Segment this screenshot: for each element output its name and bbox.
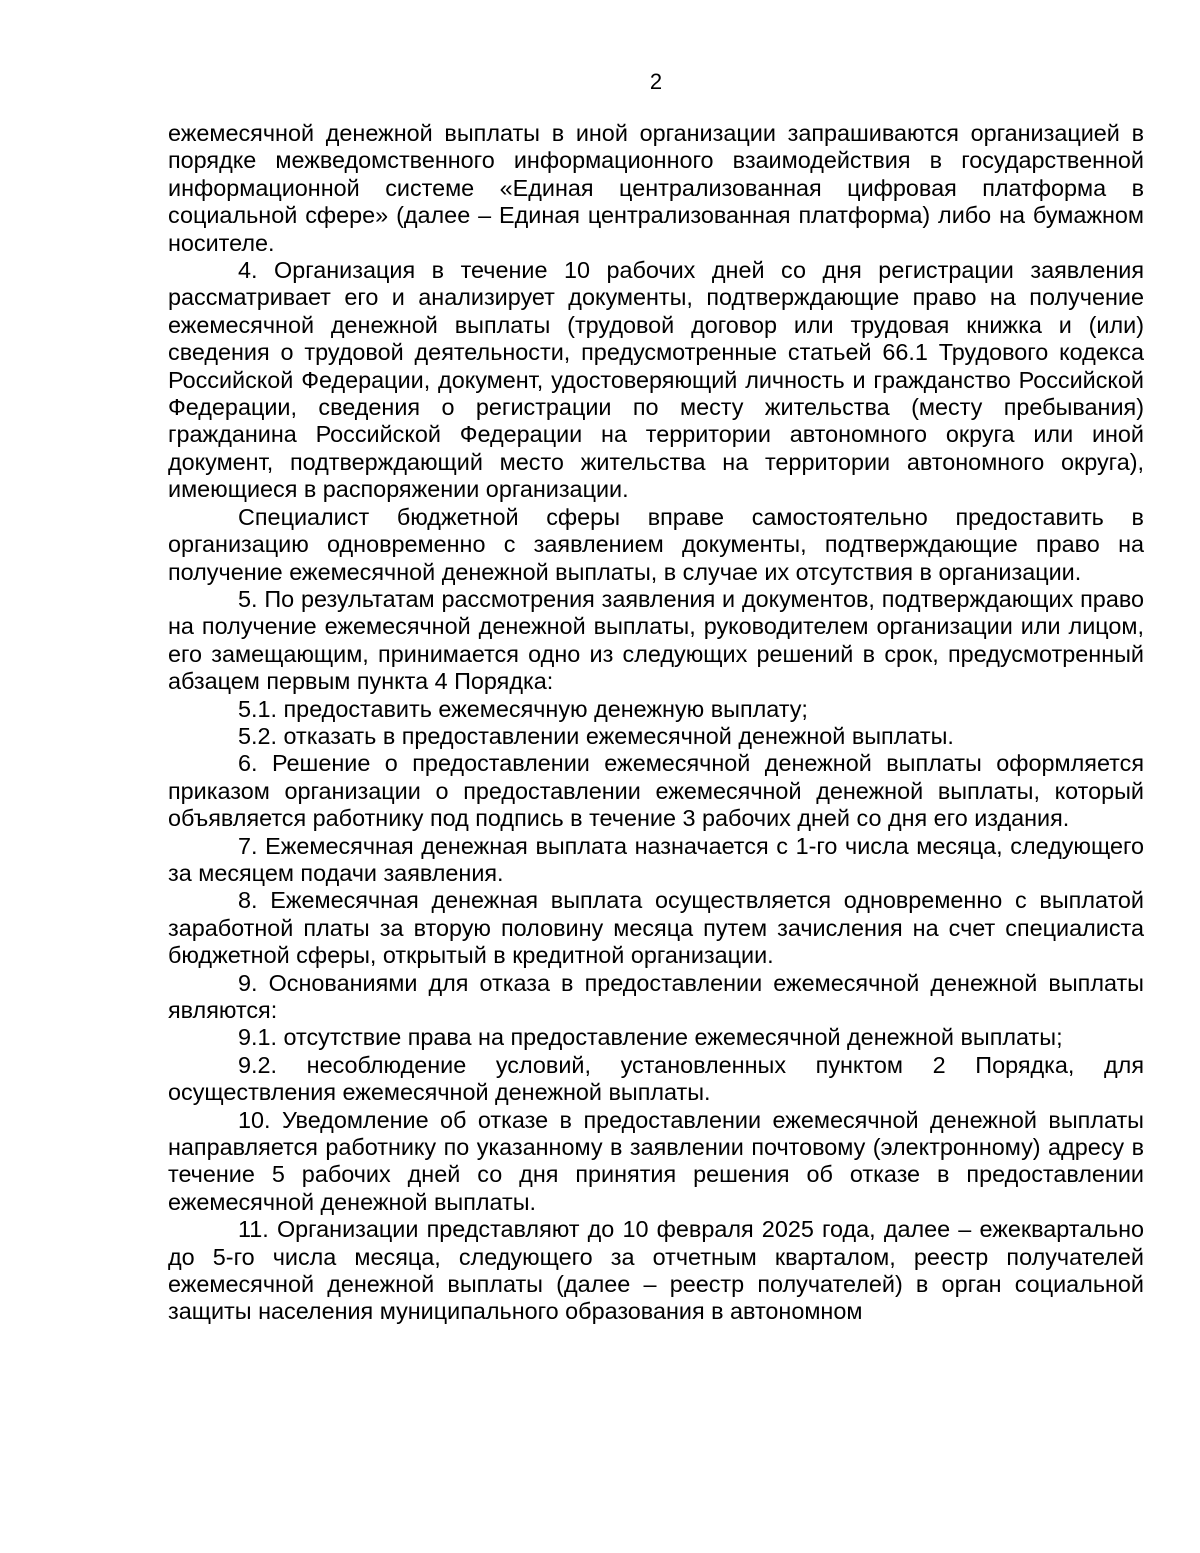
paragraph-item-4: 4. Организация в течение 10 рабочих дней со дня регистрации заявления рассматривает его и анализирует документы, подтверждающие право на получение ежемесячной денежной выплаты (трудовой договор или трудовая книжка и (или) сведения о трудовой деятельности, предусмотренные статьей 66.1 Трудового кодекса Российской Федерации, документ, удостоверяющий личность и гражданство Российской Федерации, сведения о регистрации по месту жительства (месту пребывания) гражданина Российской Федерации на территории автономного округа или иной документ, подтверждающий место жительства на территории автономного округа), имеющиеся в распоряжении организации. [168,257,1144,503]
document-body [168,120,1144,1326]
page-number: 2 [649,69,663,94]
paragraph-item-8: 8. Ежемесячная денежная выплата осуществляется одновременно с выплатой заработной платы за вторую половину месяца путем зачисления на счет специалиста бюджетной сферы, открытый в кредитной организации. [168,887,1144,969]
paragraph-item-4-note: Специалист бюджетной сферы вправе самостоятельно предоставить в организацию одновременно с заявлением документы, подтверждающие право на получение ежемесячной денежной выплаты, в случае их отсутствия в организации. [168,503,1144,585]
paragraph-item-7: 7. Ежемесячная денежная выплата назначается с 1-го числа месяца, следующего за месяцем подачи заявления. [168,832,1144,886]
paragraph-item-6: 6. Решение о предоставлении ежемесячной денежной выплаты оформляется приказом организации о предоставлении ежемесячной денежной выплаты, который объявляется работнику под подпись в течение 3 рабочих дней со дня его издания. [168,750,1144,832]
paragraph-item-5: 5. По результатам рассмотрения заявления и документов, подтверждающих право на получение ежемесячной денежной выплаты, руководителем организации или лицом, его замещающим, принимается одно из следующих решений в срок, предусмотренный абзацем первым пункта 4 Порядка: [168,585,1144,695]
paragraph-item-9-2: 9.2. несоблюдение условий, установленных пунктом 2 Порядка, для осуществления ежемесячной денежной выплаты. [168,1051,1144,1106]
paragraph-item-10: 10. Уведомление об отказе в предоставлении ежемесячной денежной выплаты направляется работнику по указанному в заявлении почтовому (электронному) адресу в течение 5 рабочих дней со дня принятия решения об отказе в предоставлении ежемесячной денежной выплаты. [168,1106,1144,1215]
paragraph-item-5-1: 5.1. предоставить ежемесячную денежную выплату; [238,695,808,722]
paragraph-item-9: 9. Основаниями для отказа в предоставлении ежемесячной денежной выплаты являются: [168,969,1144,1023]
paragraph-item-9-1: 9.1. отсутствие права на предоставление ежемесячной денежной выплаты; [238,1024,1063,1051]
paragraph-item-5-2: 5.2. отказать в предоставлении ежемесячной денежной выплаты. [238,722,954,749]
paragraph-continuation: ежемесячной денежной выплаты в иной организации запрашиваются организацией в порядке межведомственного информационного взаимодействия в государственной информационной системе «Единая централизованная цифровая платформа в социальной сфере» (далее – Единая централизованная платформа) либо на бумажном носителе. [168,120,1144,256]
paragraph-item-11: 11. Организации представляют до 10 февраля 2025 года, далее – ежеквартально до 5-го числа месяца, следующего за отчетным кварталом, реестр получателей ежемесячной денежной выплаты (далее – реестр получателей) в орган социальной защиты населения муниципального образования в автономном [168,1216,1144,1325]
